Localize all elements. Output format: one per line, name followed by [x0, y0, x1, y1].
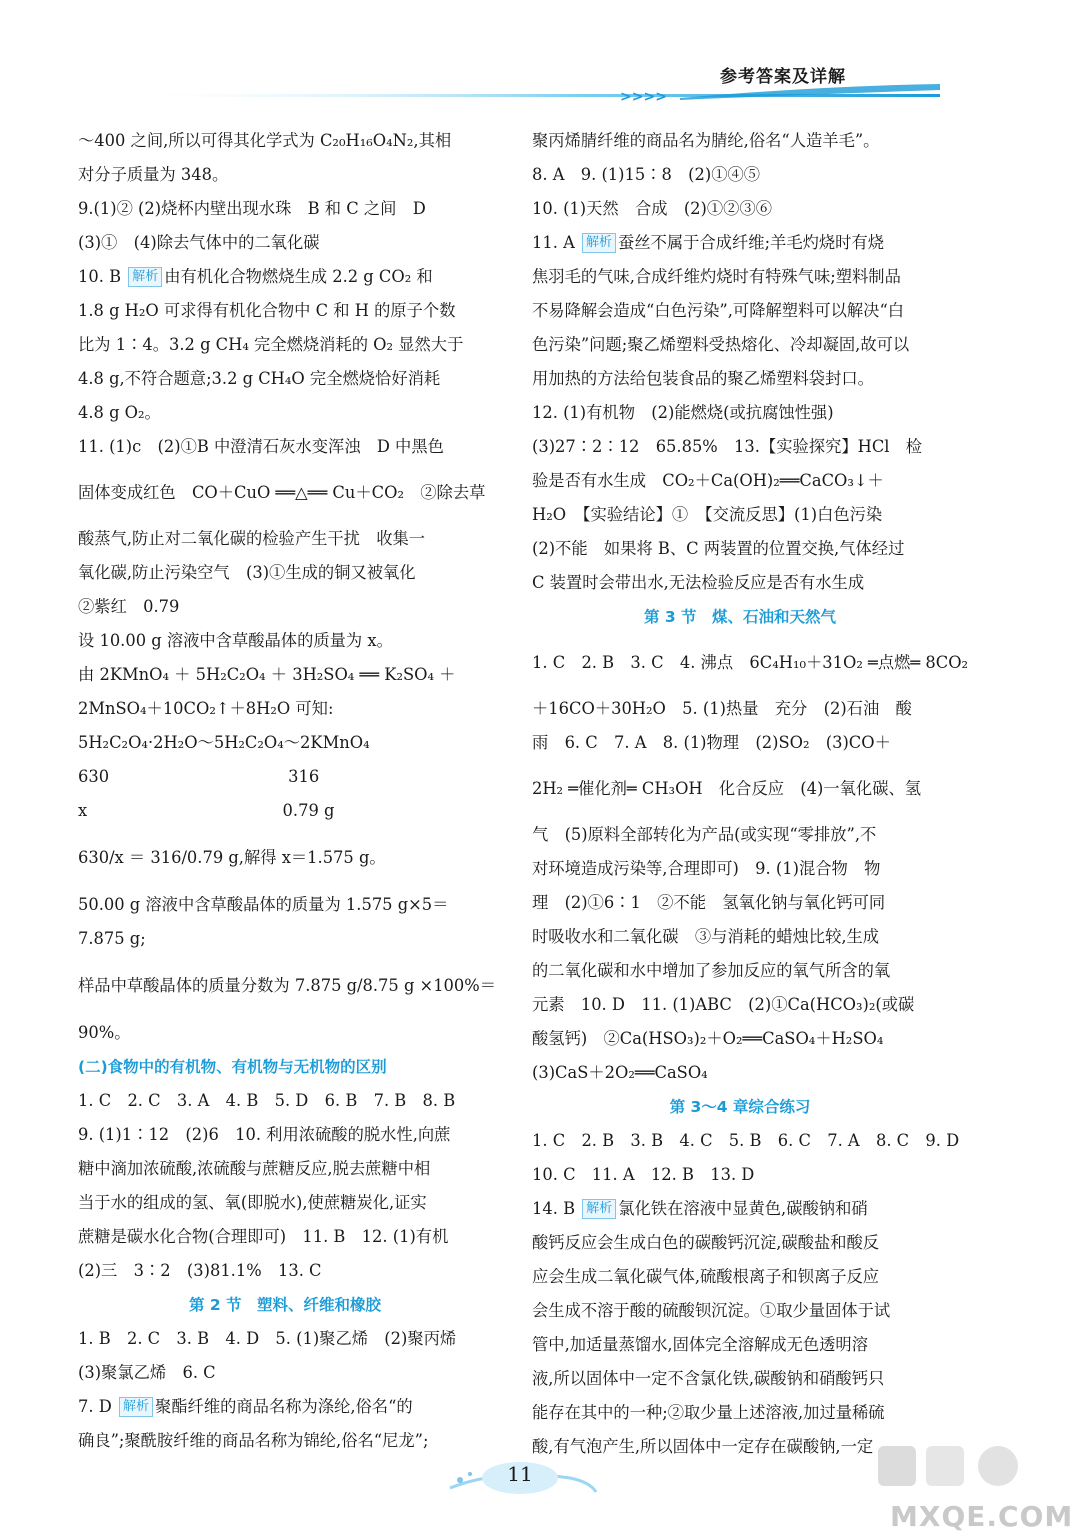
svg-text:>>>>: >>>>: [620, 89, 667, 105]
answer-line: [78, 1390, 492, 1424]
text-line: 9. (1)1∶12 (2)6 10. 利用浓硫酸的脱水性,向蔗: [78, 1125, 451, 1144]
text-line: C 装置时会带出水,无法检验反应是否有水生成: [532, 573, 865, 592]
text-line: 确良”;聚酰胺纤维的商品名称为锦纶,俗名“尼龙”;: [78, 1431, 429, 1450]
text-line: (3)27∶2∶12 65.85% 13.【实验探究】HCl 检: [532, 437, 923, 456]
answer-text: 氯化铁在溶液中显黄色,碳酸钠和硝: [618, 1199, 868, 1218]
text-line: 会生成不溶于酸的硫酸钡沉淀。①取少量固体于试: [532, 1301, 891, 1320]
text-line: 对分子质量为 348。: [78, 165, 229, 184]
text-line: 的二氧化碳和水中增加了参加反应的氧气所含的氧: [532, 961, 891, 980]
text-line: (3)聚氯乙烯 6. C: [78, 1363, 216, 1382]
text-line: 应会生成二氧化碳气体,硫酸根离子和钡离子反应: [532, 1267, 880, 1286]
text-line: 8. A 9. (1)15∶8 (2)①④⑤: [532, 165, 761, 184]
text-line: 酸蒸气,防止对二氧化碳的检验产生干扰 收集一: [78, 529, 426, 548]
text-line: 时吸收水和二氧化碳 ③与消耗的蜡烛比较,生成: [532, 927, 880, 946]
header-decorative-band: [120, 84, 940, 106]
text-line: 理 (2)①6∶1 ②不能 氢氧化钠与氧化钙可同: [532, 893, 886, 912]
text-line: 验是否有水生成 CO₂＋Ca(OH)₂══CaCO₃↓＋: [532, 471, 884, 490]
text-line: ②紫红 0.79: [78, 597, 180, 616]
text-line: 2H₂ ═催化剂═ CH₃OH 化合反应 (4)一氧化碳、氢: [532, 779, 922, 798]
text-line: ～400 之间,所以可得其化学式为 C₂₀H₁₆O₄N₂,其相: [78, 131, 452, 150]
text-line: 2MnSO₄＋10CO₂↑＋8H₂O 可知:: [78, 699, 334, 718]
text-line: ＋16CO＋30H₂O 5. (1)热量 充分 (2)石油 酸: [532, 699, 912, 718]
text-line: (3)① (4)除去气体中的二氧化碳: [78, 233, 320, 252]
text-line: x 0.79 g: [78, 801, 335, 820]
text-line: 当于水的组成的氢、氧(即脱水),使蔗糖炭化,证实: [78, 1193, 427, 1212]
text-line: 1. B 2. C 3. B 4. D 5. (1)聚乙烯 (2)聚丙烯: [78, 1329, 457, 1348]
text-line: 5H₂C₂O₄·2H₂O～5H₂C₂O₄～2KMnO₄: [78, 733, 370, 752]
answer-number: 10. B: [78, 267, 127, 286]
text-line: 焦羽毛的气味,合成纤维灼烧时有特殊气味;塑料制品: [532, 267, 901, 286]
analysis-tag: 解析: [128, 267, 162, 287]
analysis-tag: 解析: [582, 233, 616, 253]
text-line: 液,所以固体中一定不含氯化铁,碳酸钠和硝酸钙只: [532, 1369, 885, 1388]
equation-line: 630/x ＝ 316/0.79 g,解得 x＝1.575 g。: [78, 848, 386, 867]
answer-number: 11. A: [532, 233, 581, 252]
text-line: H₂O 【实验结论】① 【交流反思】(1)白色污染: [532, 505, 883, 524]
text-line: 对环境造成污染等,合理即可) 9. (1)混合物 物: [532, 859, 881, 878]
text-line: 9.(1)② (2)烧杯内壁出现水珠 B 和 C 之间 D: [78, 199, 426, 218]
text-line: 1. C 2. B 3. B 4. C 5. B 6. C 7. A 8. C 9. D: [532, 1131, 960, 1150]
analysis-tag: 解析: [582, 1199, 616, 1219]
text-line: 糖中滴加浓硫酸,浓硫酸与蔗糖反应,脱去蔗糖中相: [78, 1159, 431, 1178]
text-line: 4.8 g,不符合题意;3.2 g CH₄O 完全燃烧恰好消耗: [78, 369, 441, 388]
text-line: (2)三 3∶2 (3)81.1% 13. C: [78, 1261, 322, 1280]
text-line: 4.8 g O₂。: [78, 403, 161, 422]
analysis-tag: 解析: [119, 1397, 153, 1417]
text-line: 能存在其中的一种;②取少量上述溶液,加过量稀硫: [532, 1403, 885, 1422]
right-column: [532, 124, 969, 1464]
left-column: [78, 124, 497, 1458]
text-line: 色污染”问题;聚乙烯塑料受热熔化、冷却凝固,故可以: [532, 335, 910, 354]
page-number: 11: [507, 1462, 533, 1486]
text-line: 设 10.00 g 溶液中含草酸晶体的质量为 x。: [78, 631, 393, 650]
text-line: 11. (1)c (2)①B 中澄清石灰水变浑浊 D 中黑色: [78, 437, 444, 456]
answer-text: 蚕丝不属于合成纤维;羊毛灼烧时有烧: [618, 233, 885, 252]
text-line: 雨 6. C 7. A 8. (1)物理 (2)SO₂ (3)CO＋: [532, 733, 891, 752]
answer-number: 7. D: [78, 1397, 117, 1416]
answer-line: [532, 226, 948, 260]
page-header: [0, 0, 1053, 112]
text-line: 元素 10. D 11. (1)ABC (2)①Ca(HCO₃)₂(或碳: [532, 995, 915, 1014]
text-line: 1. C 2. B 3. C 4. 沸点 6C₄H₁₀＋31O₂ ═点燃═ 8CO₂: [532, 653, 969, 672]
answer-text: 由有机化合物燃烧生成 2.2 g CO₂ 和: [164, 267, 433, 286]
text-line: 气 (5)原料全部转化为产品(或实现“零排放”,不: [532, 825, 877, 844]
answer-line: [78, 260, 492, 294]
answer-text: 聚酯纤维的商品名称为涤纶,俗名“的: [154, 1397, 413, 1416]
text-line: 酸,有气泡产生,所以固体中一定存在碳酸钠,一定: [532, 1437, 874, 1456]
text-line: 蔗糖是碳水化合物(合理即可) 11. B 12. (1)有机: [78, 1227, 449, 1246]
text-line: 由 2KMnO₄ ＋ 5H₂C₂O₄ ＋ 3H₂SO₄ ══ K₂SO₄ ＋: [78, 665, 456, 684]
answer-line: [532, 1192, 948, 1226]
text-line: 1. C 2. C 3. A 4. B 5. D 6. B 7. B 8. B: [78, 1091, 456, 1110]
text-line: 比为 1∶4。3.2 g CH₄ 完全燃烧消耗的 O₂ 显然大于: [78, 335, 464, 354]
text-line: 90%。: [78, 1023, 131, 1042]
text-line: 聚丙烯腈纤维的商品名为腈纶,俗名“人造羊毛”。: [532, 131, 880, 150]
text-line: 10. C 11. A 12. B 13. D: [532, 1165, 755, 1184]
text-line: 用加热的方法给包装食品的聚乙烯塑料袋封口。: [532, 369, 874, 388]
text-line: 12. (1)有机物 (2)能燃烧(或抗腐蚀性强): [532, 403, 834, 422]
text-line: 不易降解会造成“白色污染”,可降解塑料可以解决“白: [532, 301, 905, 320]
text-line: 7.875 g;: [78, 929, 146, 948]
text-line: (3)CaS＋2O₂══CaSO₄: [532, 1063, 708, 1082]
text-line: 管中,加适量蒸馏水,固体完全溶解成无色透明溶: [532, 1335, 868, 1354]
section-heading: 第 3 节 煤、石油和天然气: [643, 608, 837, 626]
equation-line: 样品中草酸晶体的质量分数为 7.875 g/8.75 g ×100%＝: [78, 976, 497, 995]
text-line: 1.8 g H₂O 可求得有机化合物中 C 和 H 的原子个数: [78, 301, 456, 320]
text-line: 10. (1)天然 合成 (2)①②③⑥: [532, 199, 773, 218]
watermark-text: MXQE.COM: [890, 1500, 1073, 1533]
text-line: 酸氢钙) ②Ca(HSO₃)₂＋O₂══CaSO₄＋H₂SO₄: [532, 1029, 884, 1048]
section-heading: (二)食物中的有机物、有机物与无机物的区别: [78, 1058, 387, 1076]
section-heading: 第 2 节 塑料、纤维和橡胶: [188, 1296, 382, 1314]
answer-number: 14. B: [532, 1199, 581, 1218]
text-line: 酸钙反应会生成白色的碳酸钙沉淀,碳酸盐和酸反: [532, 1233, 880, 1252]
text-line: 氧化碳,防止污染空气 (3)①生成的铜又被氧化: [78, 563, 416, 582]
text-line: (2)不能 如果将 B、C 两装置的位置交换,气体经过: [532, 539, 905, 558]
text-line: 固体变成红色 CO＋CuO ══△══ Cu＋CO₂ ②除去草: [78, 483, 486, 502]
text-line: 630 316: [78, 767, 320, 786]
text-line: 50.00 g 溶液中含草酸晶体的质量为 1.575 g×5＝: [78, 895, 449, 914]
section-heading: 第 3～4 章综合练习: [669, 1098, 811, 1116]
header-title: 参考答案及详解: [720, 67, 846, 87]
